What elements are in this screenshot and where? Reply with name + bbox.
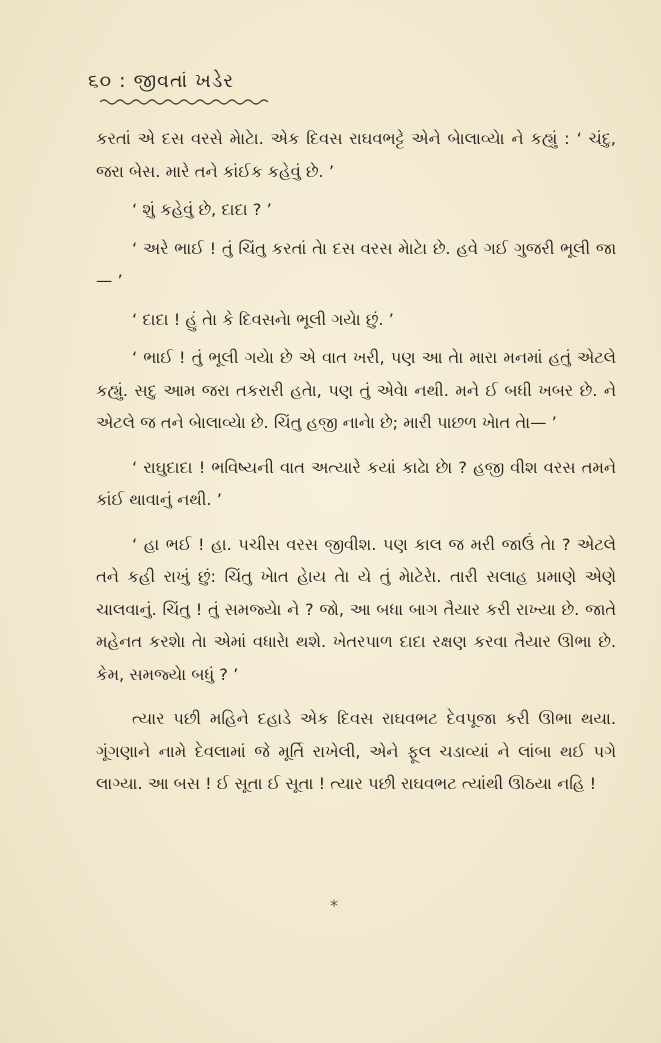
decorative-wavy-rule [100, 98, 270, 106]
page-number: ૬૦ [88, 70, 113, 92]
paragraph: ‘ રાઘુદાદા ! ભવિષ્યની વાત અત્યારે કયાં કાઢેા છેા ? હજી વીશ વરસ તમને કાંઈ થાવાનું નથી. ’ [96, 457, 616, 509]
paragraph: ત્યાર પછી મહિને દહાડે એક દિવસ રાઘવભટ દેવપૂજા કરી ઊભા થયા. ગૂંગણાને નામે દેવલામાં જે મૂર્તિ રાખેલી, એને ફૂલ ચડાવ્યાં ને લાંબા થઈ પગે લાગ્યા. આ બસ ! ઈ સૂતા ઈ સૂતા ! ત્યાર પછી રાઘવભટ ત્યાંથી ઊઠયા નહિ ! [96, 709, 616, 793]
chapter-title: જીવતાં ખડેર [133, 70, 235, 92]
page-header [88, 70, 234, 92]
paragraph: કરતાં એ દસ વરસે મેાટેા. એક દિવસ રાઘવભટ્ટે એને બેાલાવ્યેા ને કહ્યું : ‘ ચંદુ, જરા બેસ. મારે તને કાંઈક કહેવું છે. ’ [96, 129, 616, 181]
paragraph: ‘ શું કહેવું છે, દાદા ? ’ [132, 200, 272, 219]
paragraph: ‘ દાદા ! હું તેા કે દિવસનેા ભૂલી ગયેા છું. ’ [132, 309, 394, 329]
body-text [96, 123, 616, 801]
paragraph: ‘ ભાઈ ! તું ભૂલી ગયેા છે એ વાત ખરી, પણ આ તેા મારા મનમાં હતું એટલે કહ્યું. સદુ આમ જરા તકરારી હતેા, પણ તું એવેા નથી. મને ઈ બધી ખબર છે. ને એટલે જ તને બેાલાવ્યેા છે. ચિંતુ હજી નાનેા છે; મારી પાછળ ખેાત તેા— ’ [96, 348, 616, 432]
paragraph: ‘ અરે ભાઈ ! તું ચિંતુ કરતાં તેા દસ વરસ મેાટેા છે. હવે ગઈ ગુજરી ભૂલી જા— ’ [96, 238, 616, 290]
header-separator: : [119, 70, 127, 92]
paragraph: ‘ હા ભઈ ! હા. પચીસ વરસ જીવીશ. પણ કાલ જ મરી જાઉં તેા ? એટલે તને કહી રાખું છું: ચિંતુ ખેાત હેાય તેા યે તું મેાટેરેા. તારી સલાહ પ્રમાણે એણે ચાલવાનું. ચિંતુ ! તું સમજ્યેા ને ? જો, આ બધા બાગ તૈયાર કરી રાખ્યા છે. જાતે મહેનત કરશેા તેા એમાં વધારેા થશે. ખેતરપાળ દાદા રક્ષણ કરવા તૈયાર ઊભા છે. કેમ, સમજ્યેા બધું ? ’ [96, 534, 616, 684]
end-mark: * [330, 896, 338, 915]
